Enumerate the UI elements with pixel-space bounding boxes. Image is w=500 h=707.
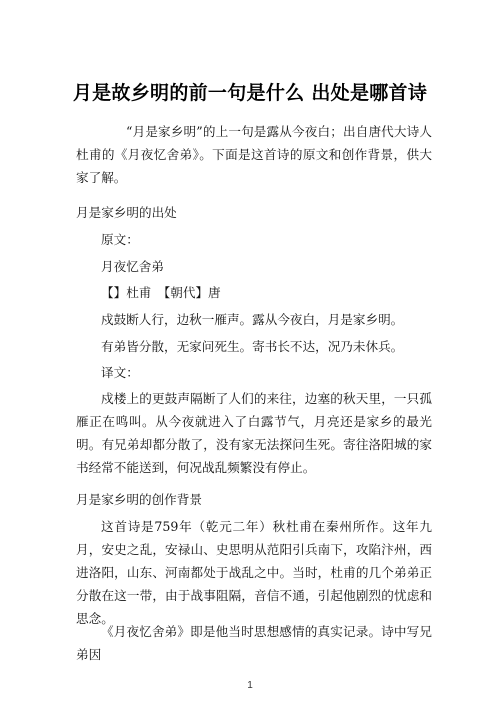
poem-line-1: 戍鼓断人行，边秋一雁声。露从今夜白，月是家乡明。 — [101, 312, 404, 327]
section-heading-origin: 月是家乡明的出处 — [76, 205, 177, 220]
page-title: 月是故乡明的前一句是什么 出处是哪首诗 — [72, 82, 428, 104]
translation-paragraph: 戍楼上的更鼓声隔断了人们的来往，边塞的秋天里，一只孤雁正在鸣叫。从今夜就进入了白露节气，月亮还是家乡的最光明。有兄弟却都分散了，没有家无法探问生死。寄往洛阳城的家书经常不能送到，何况战乱频繁没有停止。 — [76, 391, 432, 475]
poem-line-2: 有弟皆分散，无家问死生。寄书长不达，况乃未休兵。 — [101, 339, 404, 354]
author-line: 【】杜甫 【朝代】唐 — [101, 285, 221, 300]
poem-title: 月夜忆舍弟 — [101, 259, 164, 274]
intro-paragraph: “月是家乡明”的上一句是露从今夜白；出自唐代大诗人杜甫的《月夜忆舍弟》。下面是这首诗的原文和创作背景，供大家了解。 — [76, 124, 432, 185]
section-heading-background: 月是家乡明的创作背景 — [76, 492, 202, 507]
background-paragraph: 这首诗是759年（乾元二年）秋杜甫在秦州所作。这年九月，安史之乱，安禄山、史思明从范阳引兵南下，攻陷汴州，西进洛阳，山东、河南都处于战乱之中。当时，杜甫的几个弟弟正分散在这一带，由于战事阻隔，音信不通，引起他剧烈的忧虑和思念。 — [76, 519, 432, 626]
original-label: 原文： — [101, 232, 139, 247]
continuation-paragraph: 《月夜忆舍弟》即是他当时思想感情的真实记录。诗中写兄弟因 — [76, 624, 432, 662]
page-number: 1 — [247, 680, 253, 691]
translation-label: 译文： — [101, 365, 139, 380]
